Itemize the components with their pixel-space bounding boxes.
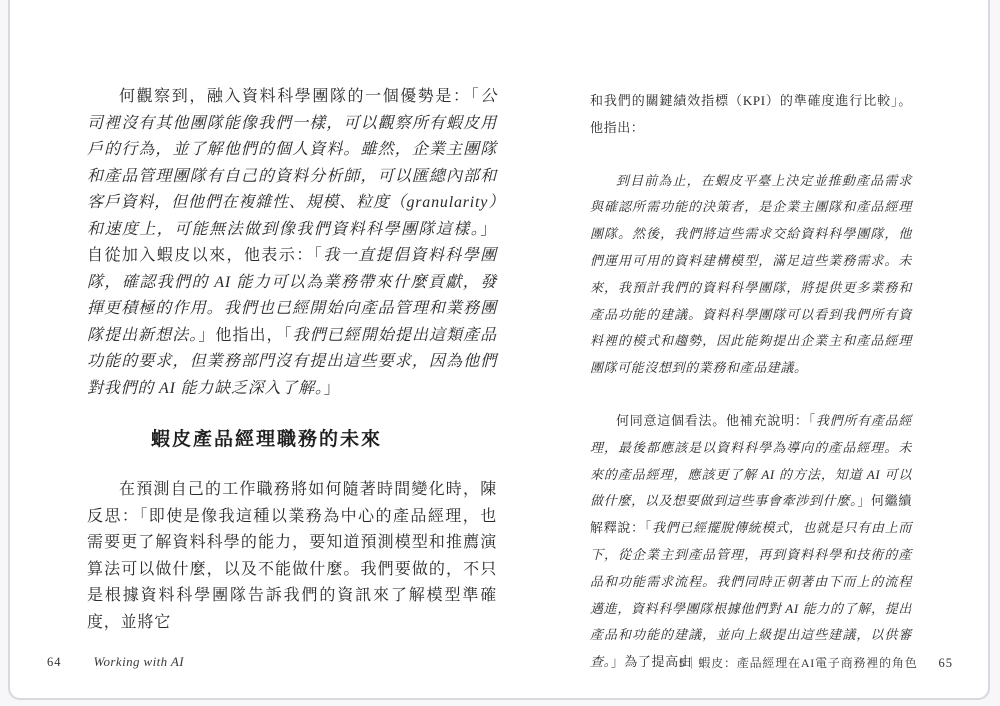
page-number-right: 65 <box>938 656 953 670</box>
body-text: 何觀察到，融入資料科學團隊的一個優勢是：「 <box>119 88 481 105</box>
page-number-left: 64 <box>47 655 62 669</box>
paragraph <box>590 88 912 142</box>
body-text: 何同意這個看法。他補充說明：「 <box>616 412 816 428</box>
page-right-footer <box>679 654 953 671</box>
paragraph <box>87 477 497 636</box>
body-text: 和我們的關鍵績效指標（KPI）的準確度進行比較」。他指出： <box>590 93 912 135</box>
body-text: 」何繼續解釋說：「 <box>590 493 912 536</box>
block-quote <box>590 168 912 382</box>
body-text: 」自從加入蝦皮以來，他表示：「 <box>87 220 497 264</box>
quoted-text: 我一直提倡資料科學團隊，確認我們的 AI 能力可以為業務帶來什麼貢獻，發揮更積極的作用。我們也已經開始向產品管理和業務團隊提出新想法。 <box>87 247 497 344</box>
quoted-text: 我們已經擺脫傳統模式，也就是只有由上而下，從企業主到產品管理，再到資料科學和技術的產品和功能需求流程。我們同時正朝著由下而上的流程邁進，資料科學團隊根據他們對 AI 能力的了解，提出產品和功能的建議，並向上級提出這些建議，以供審查。 <box>590 520 912 670</box>
page-left-footer <box>47 654 184 670</box>
page-right-content <box>590 88 912 676</box>
body-text: 」 <box>323 379 341 397</box>
page-left-content <box>87 84 497 636</box>
section-heading: 蝦皮產品經理職務的未來 <box>151 429 383 450</box>
quoted-text: 公司裡沒有其他團隊能像我們一樣，可以觀察所有蝦皮用戶的行為，並了解他們的個人資料。雖然，企業主團隊和產品管理團隊有自己的資料分析師，可以匯總內部和客戶資料，但他們在複雜性、規模、粒度（granularity）和速度上，可能無法做到像我們資料科學團隊這樣。 <box>87 88 497 238</box>
quoted-text: 我們所有產品經理，最後都應該是以資料科學為導向的產品經理。未來的產品經理，應該更了解 AI 的方法，知道 AI 可以做什麼，以及想要做到這些事會牽涉到什麼。 <box>590 412 912 509</box>
quoted-text: 到目前為止，在蝦皮平臺上決定並推動產品需求與確認所需功能的決策者，是企業主團隊和產品經理團隊。然後，我們將這些需求交給資料科學團隊，他們運用可用的資料建構模型，滿足這些業務需求。未來，我預計我們的資料科學團隊，將提供更多業務和產品功能的建議。資料科學團隊可以看到我們所有資料裡的模式和趨勢，因此能夠提出企業主和產品經理團隊可能沒想到的業務和產品建議。 <box>590 172 912 376</box>
book-spread <box>8 0 990 700</box>
running-head-right: 5｜蝦皮：產品經理在AI電子商務裡的角色 <box>678 656 918 670</box>
running-head-left: Working with AI <box>93 654 185 669</box>
paragraph <box>590 408 912 676</box>
paragraph <box>87 84 497 402</box>
quoted-text: 我們已經開始提出這類產品功能的要求，但業務部門沒有提出這些要求，因為他們對我們的 AI 能力缺乏深入了解。 <box>87 326 497 397</box>
body-text: 在預測自己的工作職務將如何隨著時間變化時，陳反思：「即使是像我這種以業務為中心的產品經理，也需要更了解資料科學的能力，要知道預測模型和推薦演算法可以做什麼，以及不能做什麼。我們要做的，不只是根據資料科學團隊告訴我們的資訊來了解模型準確度，並將它 <box>87 481 497 631</box>
body-text: 」為了提高由 <box>610 654 693 670</box>
body-text: 」他指出，「 <box>198 326 293 344</box>
